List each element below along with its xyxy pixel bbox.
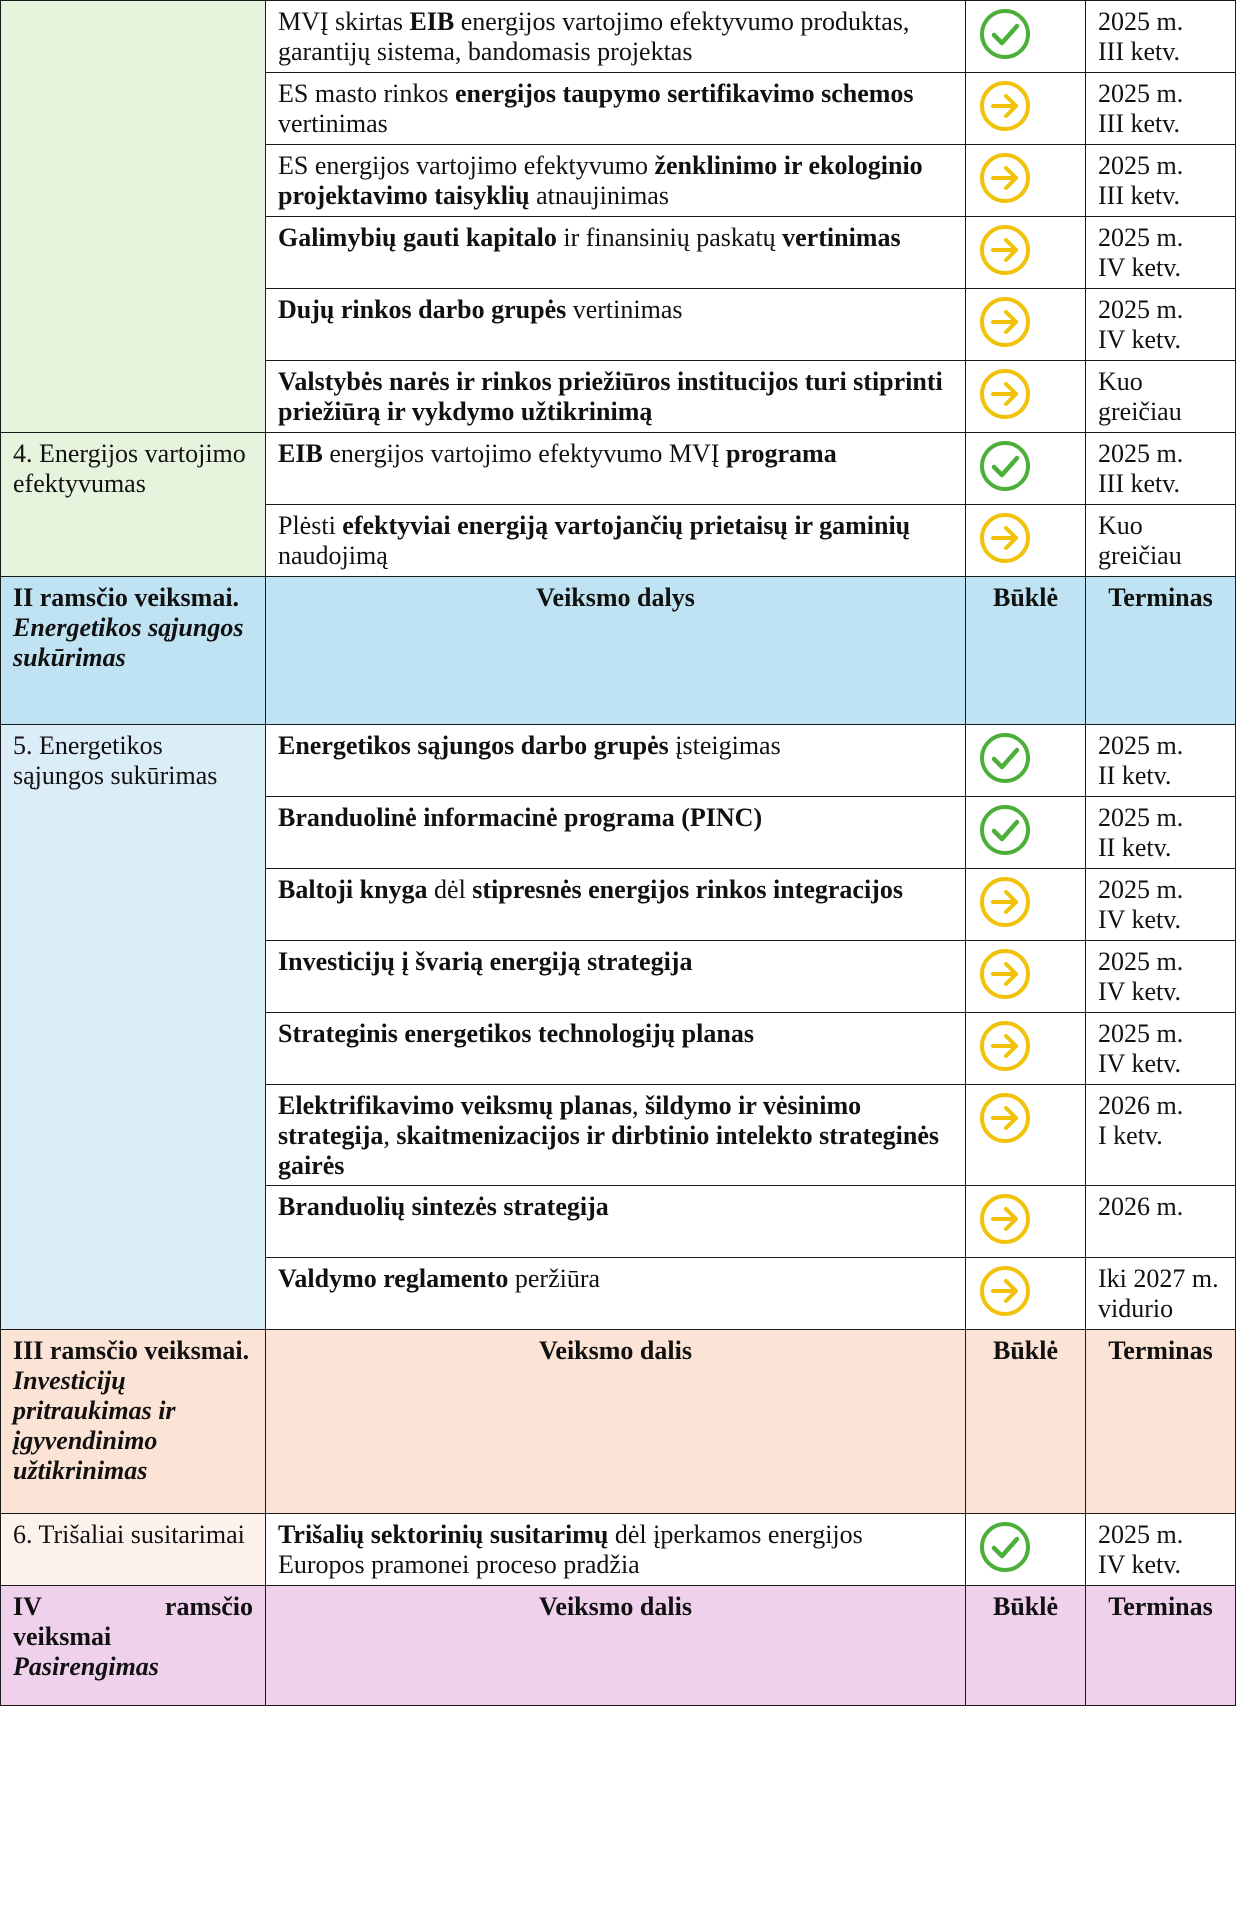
table-row	[1, 1514, 1236, 1586]
column-header-parts	[266, 1586, 966, 1706]
deadline-cell	[1086, 361, 1236, 433]
action-description	[266, 1186, 966, 1258]
column-header-text: Būklė	[992, 583, 1059, 612]
deadline-line: 2025 m.	[1098, 1520, 1184, 1549]
column-header-parts	[266, 1330, 966, 1514]
status-cell	[966, 1085, 1086, 1186]
group-title-text: 4. Energijos vartojimo efektyvumas	[13, 439, 246, 498]
deadline-line: greičiau	[1098, 397, 1182, 426]
arrow-right-circle-icon	[978, 947, 1032, 1001]
pillar-title	[13, 1592, 253, 1622]
pillar-subtitle: Energetikos sąjungos sukūrimas	[13, 613, 244, 672]
deadline-line: IV ketv.	[1098, 325, 1182, 354]
bold-phrase: ženklinimo ir ekologinio projektavimo taisyklių	[278, 151, 923, 210]
pillar-title-word: IV	[13, 1592, 42, 1621]
action-description: Dujų rinkos darbo grupės vertinimas	[266, 289, 966, 361]
deadline-line: 2025 m.	[1098, 803, 1184, 832]
column-header-text: Terminas	[1108, 1336, 1213, 1365]
column-header-status	[966, 577, 1086, 725]
column-header-deadline	[1086, 577, 1236, 725]
bold-phrase: Branduolių sintezės strategija	[278, 1192, 609, 1221]
bold-phrase: Strateginis energetikos technologijų planas	[278, 1019, 754, 1048]
arrow-right-circle-icon	[978, 1091, 1032, 1145]
bold-phrase: Baltoji knyga	[278, 875, 428, 904]
column-header-text: Terminas	[1108, 1592, 1213, 1621]
bold-phrase: EIB	[278, 439, 323, 468]
status-cell	[966, 1514, 1086, 1586]
arrow-right-circle-icon	[978, 1264, 1032, 1318]
pillar-title: III ramsčio veiksmai.	[13, 1336, 250, 1365]
arrow-right-circle-icon	[978, 295, 1032, 349]
deadline-cell	[1086, 869, 1236, 941]
group-title-text: 6. Trišaliai susitarimai	[13, 1520, 245, 1549]
pillar-header-row	[1, 577, 1236, 725]
column-header-text: Veiksmo dalis	[539, 1336, 692, 1365]
status-cell	[966, 361, 1086, 433]
column-header-text: Terminas	[1108, 583, 1213, 612]
deadline-line: IV ketv.	[1098, 905, 1182, 934]
bold-phrase: šildymo ir vėsinimo strategija	[278, 1091, 862, 1150]
column-header-text: Būklė	[992, 1592, 1059, 1621]
deadline-line: Kuo	[1098, 511, 1143, 540]
deadline-cell	[1086, 73, 1236, 145]
deadline-line: IV ketv.	[1098, 977, 1182, 1006]
bold-phrase: skaitmenizacijos ir dirbtinio intelekto strateginės gairės	[278, 1121, 939, 1180]
pillar-title-cell	[1, 577, 266, 725]
status-cell	[966, 797, 1086, 869]
pillar-title-word: ramsčio	[164, 1592, 253, 1621]
bold-phrase: Investicijų į švarią energiją strategija	[278, 947, 693, 976]
deadline-cell	[1086, 1013, 1236, 1085]
deadline-line: 2025 m.	[1098, 151, 1184, 180]
column-header-text: Veiksmo dalys	[536, 583, 695, 612]
column-header-text: Būklė	[992, 1336, 1059, 1365]
pillar-header-row	[1, 1586, 1236, 1706]
deadline-cell	[1086, 941, 1236, 1013]
bold-phrase: Valdymo reglamento	[278, 1264, 509, 1293]
column-header-parts	[266, 577, 966, 725]
status-cell	[966, 433, 1086, 505]
deadline-line: 2025 m.	[1098, 295, 1184, 324]
bold-phrase: Galimybių gauti kapitalo	[278, 223, 557, 252]
group-title	[1, 433, 266, 577]
action-description: Baltoji knyga dėl stipresnės energijos rinkos integracijos	[266, 869, 966, 941]
deadline-cell	[1086, 797, 1236, 869]
deadline-line: III ketv.	[1098, 469, 1181, 498]
arrow-right-circle-icon	[978, 1192, 1032, 1246]
column-header-status	[966, 1586, 1086, 1706]
deadline-line: 2025 m.	[1098, 947, 1184, 976]
column-header-deadline	[1086, 1586, 1236, 1706]
deadline-cell	[1086, 505, 1236, 577]
status-cell	[966, 145, 1086, 217]
action-description: MVĮ skirtas EIB energijos vartojimo efektyvumo produktas, garantijų sistema, bandomasis projektas	[266, 1, 966, 73]
deadline-line: 2026 m.	[1098, 1192, 1184, 1221]
deadline-line: II ketv.	[1098, 833, 1172, 862]
status-cell	[966, 289, 1086, 361]
status-cell	[966, 941, 1086, 1013]
arrow-right-circle-icon	[978, 223, 1032, 277]
deadline-line: Kuo	[1098, 367, 1143, 396]
deadline-cell	[1086, 433, 1236, 505]
deadline-line: 2025 m.	[1098, 223, 1184, 252]
group-title	[1, 1514, 266, 1586]
status-cell	[966, 73, 1086, 145]
column-header-deadline	[1086, 1330, 1236, 1514]
pillar-header-row	[1, 1330, 1236, 1514]
deadline-line: Iki 2027 m.	[1098, 1264, 1219, 1293]
arrow-right-circle-icon	[978, 151, 1032, 205]
pillar-subtitle: Pasirengimas	[13, 1652, 159, 1681]
action-description: EIB energijos vartojimo efektyvumo MVĮ programa	[266, 433, 966, 505]
arrow-right-circle-icon	[978, 1019, 1032, 1073]
deadline-line: IV ketv.	[1098, 253, 1182, 282]
table-row	[1, 433, 1236, 505]
deadline-line: 2026 m.	[1098, 1091, 1184, 1120]
deadline-line: 2025 m.	[1098, 731, 1184, 760]
check-circle-icon	[978, 803, 1032, 857]
status-cell	[966, 1186, 1086, 1258]
column-header-status	[966, 1330, 1086, 1514]
bold-phrase: energijos taupymo sertifikavimo schemos	[454, 79, 914, 108]
bold-phrase: Branduolinė informacinė programa (PINC)	[278, 803, 763, 832]
pillar-title-cell	[1, 1586, 266, 1706]
status-cell	[966, 505, 1086, 577]
arrow-right-circle-icon	[978, 79, 1032, 133]
pillar-subtitle: Investicijų pritraukimas ir įgyvendinimo užtikrinimas	[13, 1366, 176, 1485]
column-header-text: Veiksmo dalis	[539, 1592, 692, 1621]
pillar-title: II ramsčio veiksmai.	[13, 583, 240, 612]
deadline-cell	[1086, 1, 1236, 73]
deadline-line: 2025 m.	[1098, 7, 1184, 36]
deadline-cell	[1086, 1085, 1236, 1186]
action-description: Galimybių gauti kapitalo ir finansinių paskatų vertinimas	[266, 217, 966, 289]
deadline-line: vidurio	[1098, 1294, 1174, 1323]
action-description	[266, 797, 966, 869]
deadline-line: IV ketv.	[1098, 1049, 1182, 1078]
deadline-cell	[1086, 289, 1236, 361]
bold-phrase: programa	[725, 439, 837, 468]
bold-phrase: Dujų rinkos darbo grupės	[278, 295, 567, 324]
check-circle-icon	[978, 439, 1032, 493]
action-description: Plėsti efektyviai energiją vartojančių prietaisų ir gaminių naudojimą	[266, 505, 966, 577]
deadline-line: greičiau	[1098, 541, 1182, 570]
bold-phrase: vertinimas	[782, 223, 901, 252]
group-title	[1, 725, 266, 1330]
action-description: Trišalių sektorinių susitarimų dėl įperkamos energijos Europos pramonei proceso pradžia	[266, 1514, 966, 1586]
bold-phrase: Energetikos sąjungos darbo grupės	[278, 731, 669, 760]
bold-phrase: Valstybės narės ir rinkos priežiūros institucijos turi stiprinti priežiūrą ir vykdymo užtikrinimą	[278, 367, 943, 426]
deadline-cell	[1086, 217, 1236, 289]
deadline-line: 2025 m.	[1098, 79, 1184, 108]
table-row	[1, 1, 1236, 73]
arrow-right-circle-icon	[978, 367, 1032, 421]
arrow-right-circle-icon	[978, 875, 1032, 929]
bold-phrase: EIB	[409, 7, 455, 36]
deadline-cell	[1086, 1186, 1236, 1258]
table-row	[1, 725, 1236, 797]
deadline-cell	[1086, 725, 1236, 797]
bold-phrase: efektyviai energiją vartojančių prietaisų ir gaminių	[342, 511, 911, 540]
deadline-line: II ketv.	[1098, 761, 1172, 790]
pillar-title: veiksmai	[13, 1622, 112, 1651]
status-cell	[966, 1258, 1086, 1330]
action-description: ES masto rinkos energijos taupymo sertifikavimo schemos vertinimas	[266, 73, 966, 145]
deadline-line: 2025 m.	[1098, 875, 1184, 904]
deadline-cell	[1086, 1514, 1236, 1586]
action-description: ES energijos vartojimo efektyvumo ženklinimo ir ekologinio projektavimo taisyklių atnaujinimas	[266, 145, 966, 217]
deadline-line: 2025 m.	[1098, 1019, 1184, 1048]
arrow-right-circle-icon	[978, 511, 1032, 565]
status-cell	[966, 1, 1086, 73]
deadline-cell	[1086, 145, 1236, 217]
check-circle-icon	[978, 7, 1032, 61]
action-description	[266, 361, 966, 433]
pillar-title-cell	[1, 1330, 266, 1514]
deadline-line: 2025 m.	[1098, 439, 1184, 468]
action-description: Elektrifikavimo veiksmų planas, šildymo ir vėsinimo strategija, skaitmenizacijos ir dirbtinio intelekto strateginės gairės	[266, 1085, 966, 1186]
deadline-cell	[1086, 1258, 1236, 1330]
status-cell	[966, 725, 1086, 797]
check-circle-icon	[978, 1520, 1032, 1574]
action-description	[266, 1013, 966, 1085]
action-description: Energetikos sąjungos darbo grupės įsteigimas	[266, 725, 966, 797]
deadline-line: III ketv.	[1098, 109, 1181, 138]
action-description	[266, 941, 966, 1013]
deadline-line: IV ketv.	[1098, 1550, 1182, 1579]
deadline-line: III ketv.	[1098, 37, 1181, 66]
status-cell	[966, 1013, 1086, 1085]
check-circle-icon	[978, 731, 1032, 785]
bold-phrase: Trišalių sektorinių susitarimų	[278, 1520, 609, 1549]
action-description: Valdymo reglamento peržiūra	[266, 1258, 966, 1330]
status-cell	[966, 217, 1086, 289]
status-cell	[966, 869, 1086, 941]
bold-phrase: stipresnės energijos rinkos integracijos	[472, 875, 903, 904]
group-title-text: 5. Energetikos sąjungos sukūrimas	[13, 731, 218, 790]
group-cell-continued	[1, 1, 266, 433]
deadline-line: III ketv.	[1098, 181, 1181, 210]
deadline-line: I ketv.	[1098, 1121, 1163, 1150]
bold-phrase: Elektrifikavimo veiksmų planas	[278, 1091, 632, 1120]
